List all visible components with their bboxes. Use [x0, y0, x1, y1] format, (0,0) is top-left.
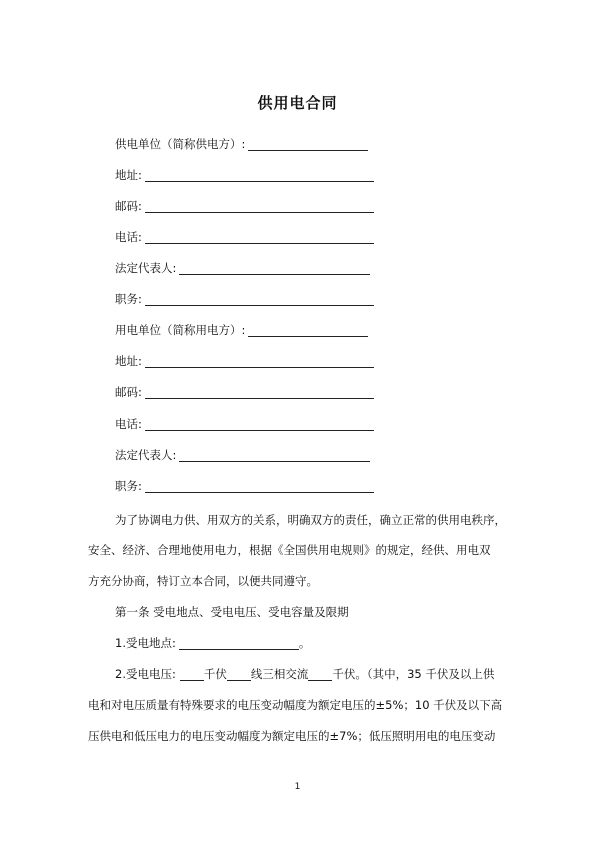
supplier-address-label: 地址:	[115, 168, 142, 182]
preamble-line-2: 安全、经济、合理地使用电力，根据《全国供用电规则》的规定，经供、用电双	[88, 543, 491, 557]
consumer-phone-label: 电话:	[115, 417, 142, 431]
supplier-position-label: 职务:	[115, 292, 142, 306]
supplier-position-blank[interactable]	[145, 294, 374, 306]
delivery-point-label: 1.受电地点:	[115, 636, 176, 650]
supplier-phone-field[interactable]	[115, 230, 374, 244]
consumer-legal-rep-field[interactable]	[115, 448, 370, 462]
supplier-legal-rep-blank[interactable]	[179, 263, 370, 275]
supplier-address-blank[interactable]	[145, 170, 374, 182]
voltage-label: 2.受电电压:	[115, 667, 176, 681]
voltage-kv-blank-2[interactable]	[308, 669, 332, 681]
consumer-postcode-label: 邮码:	[115, 385, 142, 399]
voltage-kv-text-2: 千伏。（其中，35 千伏及以上供	[332, 667, 495, 681]
article-1-item-2	[115, 667, 535, 681]
supplier-postcode-field[interactable]	[115, 199, 374, 213]
voltage-kv-text-1: 千伏	[203, 667, 227, 681]
supplier-phone-label: 电话:	[115, 230, 142, 244]
voltage-kv-blank-1[interactable]	[180, 669, 204, 681]
consumer-legal-rep-label: 法定代表人:	[115, 448, 177, 462]
consumer-postcode-field[interactable]	[115, 385, 374, 399]
supplier-phone-blank[interactable]	[145, 232, 374, 244]
supplier-legal-rep-label: 法定代表人:	[115, 261, 177, 275]
preamble-line-3: 方充分协商，特订立本合同，以便共同遵守。	[88, 574, 318, 588]
supplier-postcode-label: 邮码:	[115, 199, 142, 213]
supplier-unit-label: 供电单位（简称供电方）:	[115, 137, 246, 151]
consumer-address-field[interactable]	[115, 354, 374, 368]
supplier-legal-rep-field[interactable]	[115, 261, 370, 275]
consumer-unit-label: 用电单位（简称用电方）:	[115, 323, 246, 337]
supplier-unit-blank[interactable]	[248, 139, 368, 151]
consumer-address-blank[interactable]	[145, 356, 374, 368]
voltage-mid-text: 线三相交流	[250, 667, 309, 681]
delivery-point-period: 。	[298, 636, 311, 650]
consumer-address-label: 地址:	[115, 354, 142, 368]
voltage-wire-blank[interactable]	[227, 669, 251, 681]
consumer-legal-rep-blank[interactable]	[179, 450, 370, 462]
consumer-unit-field[interactable]	[115, 323, 368, 337]
consumer-phone-field[interactable]	[115, 417, 374, 431]
preamble-line-1: 为了协调电力供、用双方的关系，明确双方的责任，确立正常的供用电秩序，	[115, 513, 506, 527]
consumer-phone-blank[interactable]	[145, 419, 374, 431]
supplier-unit-field[interactable]	[115, 137, 368, 151]
article-1-item-2-line-3: 压供电和低压电力的电压变动幅度为额定电压的±7%；低压照明用电的电压变动	[88, 729, 496, 743]
consumer-position-field[interactable]	[115, 479, 374, 493]
article-1-item-2-line-2: 电和对电压质量有特殊要求的电压变动幅度为额定电压的±5%；10 千伏及以下高	[88, 698, 503, 712]
article-1-heading: 第一条 受电地点、受电电压、受电容量及限期	[115, 605, 349, 619]
page-number: 1	[294, 782, 301, 792]
supplier-address-field[interactable]	[115, 168, 374, 182]
consumer-unit-blank[interactable]	[248, 325, 368, 337]
consumer-position-blank[interactable]	[145, 481, 374, 493]
article-1-item-1	[115, 636, 535, 650]
supplier-position-field[interactable]	[115, 292, 374, 306]
delivery-point-blank[interactable]	[179, 638, 299, 650]
supplier-postcode-blank[interactable]	[145, 201, 374, 213]
consumer-position-label: 职务:	[115, 479, 142, 493]
consumer-postcode-blank[interactable]	[145, 387, 374, 399]
document-title: 供用电合同	[257, 94, 338, 112]
